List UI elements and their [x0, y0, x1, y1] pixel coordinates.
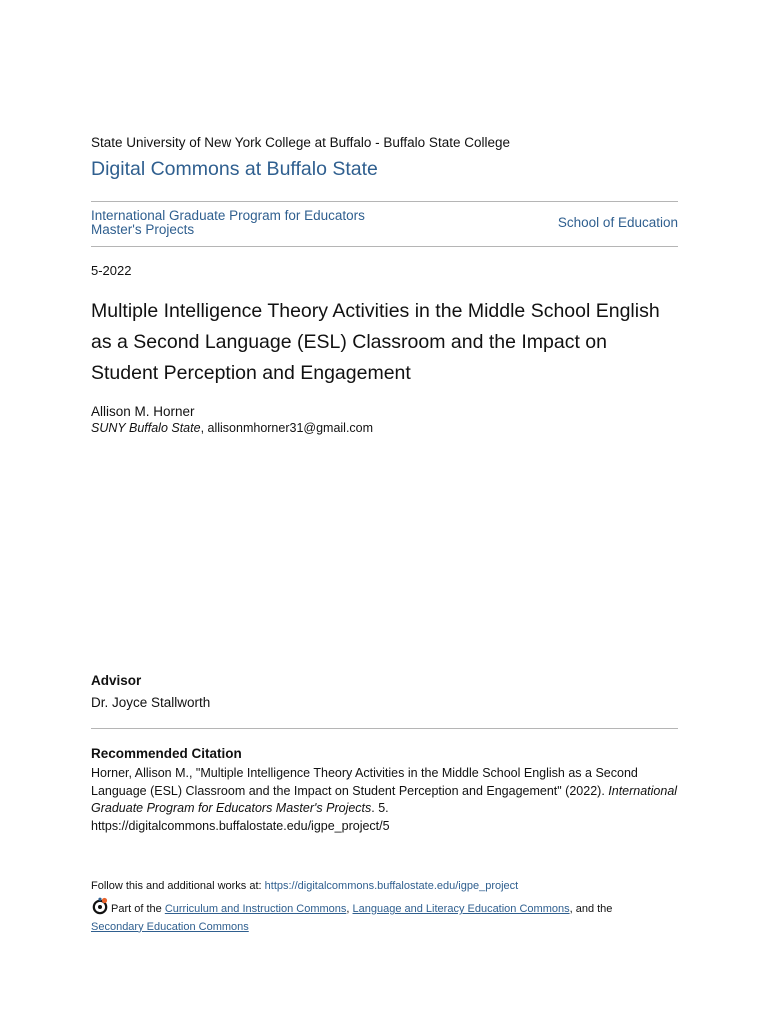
author-email: allisonmhorner31@gmail.com	[207, 421, 374, 435]
follow-url-link[interactable]: https://digitalcommons.buffalostate.edu/igpe_project	[264, 880, 519, 892]
citation-series: International Graduate Program for Educators Master's Projects	[91, 783, 678, 815]
citation-number: . 5.	[371, 801, 389, 815]
commons-link-curriculum[interactable]: Curriculum and Instruction Commons	[164, 903, 347, 915]
divider-citation	[91, 728, 678, 729]
citation-body: Horner, Allison M., "Multiple Intelligence Theory Activities in the Middle School English as a Second Language (ESL) Classroom and the Impact on Student Perception and Engagement" (2022).	[91, 766, 638, 798]
commons-separator: ,	[346, 903, 353, 915]
follow-line	[91, 880, 518, 892]
author-affiliation	[91, 421, 373, 435]
series-line-1: International Graduate Program for Educators	[91, 208, 365, 223]
author-name: Allison M. Horner	[91, 404, 195, 419]
part-of-line	[91, 897, 681, 934]
divider-top	[91, 201, 678, 202]
document-title: Multiple Intelligence Theory Activities in the Middle School English as a Second Language (ESL) Classroom and the Impact on Student Perception and Engagement	[91, 300, 660, 384]
divider-header-bottom	[91, 246, 678, 247]
digital-commons-network-icon	[91, 897, 109, 920]
citation-heading: Recommended Citation	[91, 746, 242, 761]
affiliation-separator: ,	[200, 421, 208, 435]
citation-url: https://digitalcommons.buffalostate.edu/igpe_project/5	[91, 818, 390, 833]
affiliation-institution: SUNY Buffalo State	[91, 421, 201, 435]
advisor-name: Dr. Joyce Stallworth	[91, 695, 211, 710]
commons-link-literacy[interactable]: Language and Literacy Education Commons	[352, 903, 570, 915]
part-of-text: Part of the	[111, 903, 165, 915]
follow-text: Follow this and additional works at:	[91, 880, 265, 892]
cover-page	[91, 0, 678, 1024]
commons-link-secondary[interactable]: Secondary Education Commons	[91, 920, 249, 933]
publication-date: 5-2022	[91, 263, 132, 278]
series-line-2: Master's Projects	[91, 222, 195, 237]
advisor-heading: Advisor	[91, 673, 142, 688]
series-link[interactable]	[91, 209, 391, 237]
citation-text	[91, 765, 681, 835]
department-link[interactable]: School of Education	[557, 215, 678, 230]
commons-and-the: , and the	[569, 903, 613, 915]
institution-name: State University of New York College at Buffalo - Buffalo State College	[91, 135, 510, 150]
repository-link[interactable]: Digital Commons at Buffalo State	[91, 158, 378, 180]
